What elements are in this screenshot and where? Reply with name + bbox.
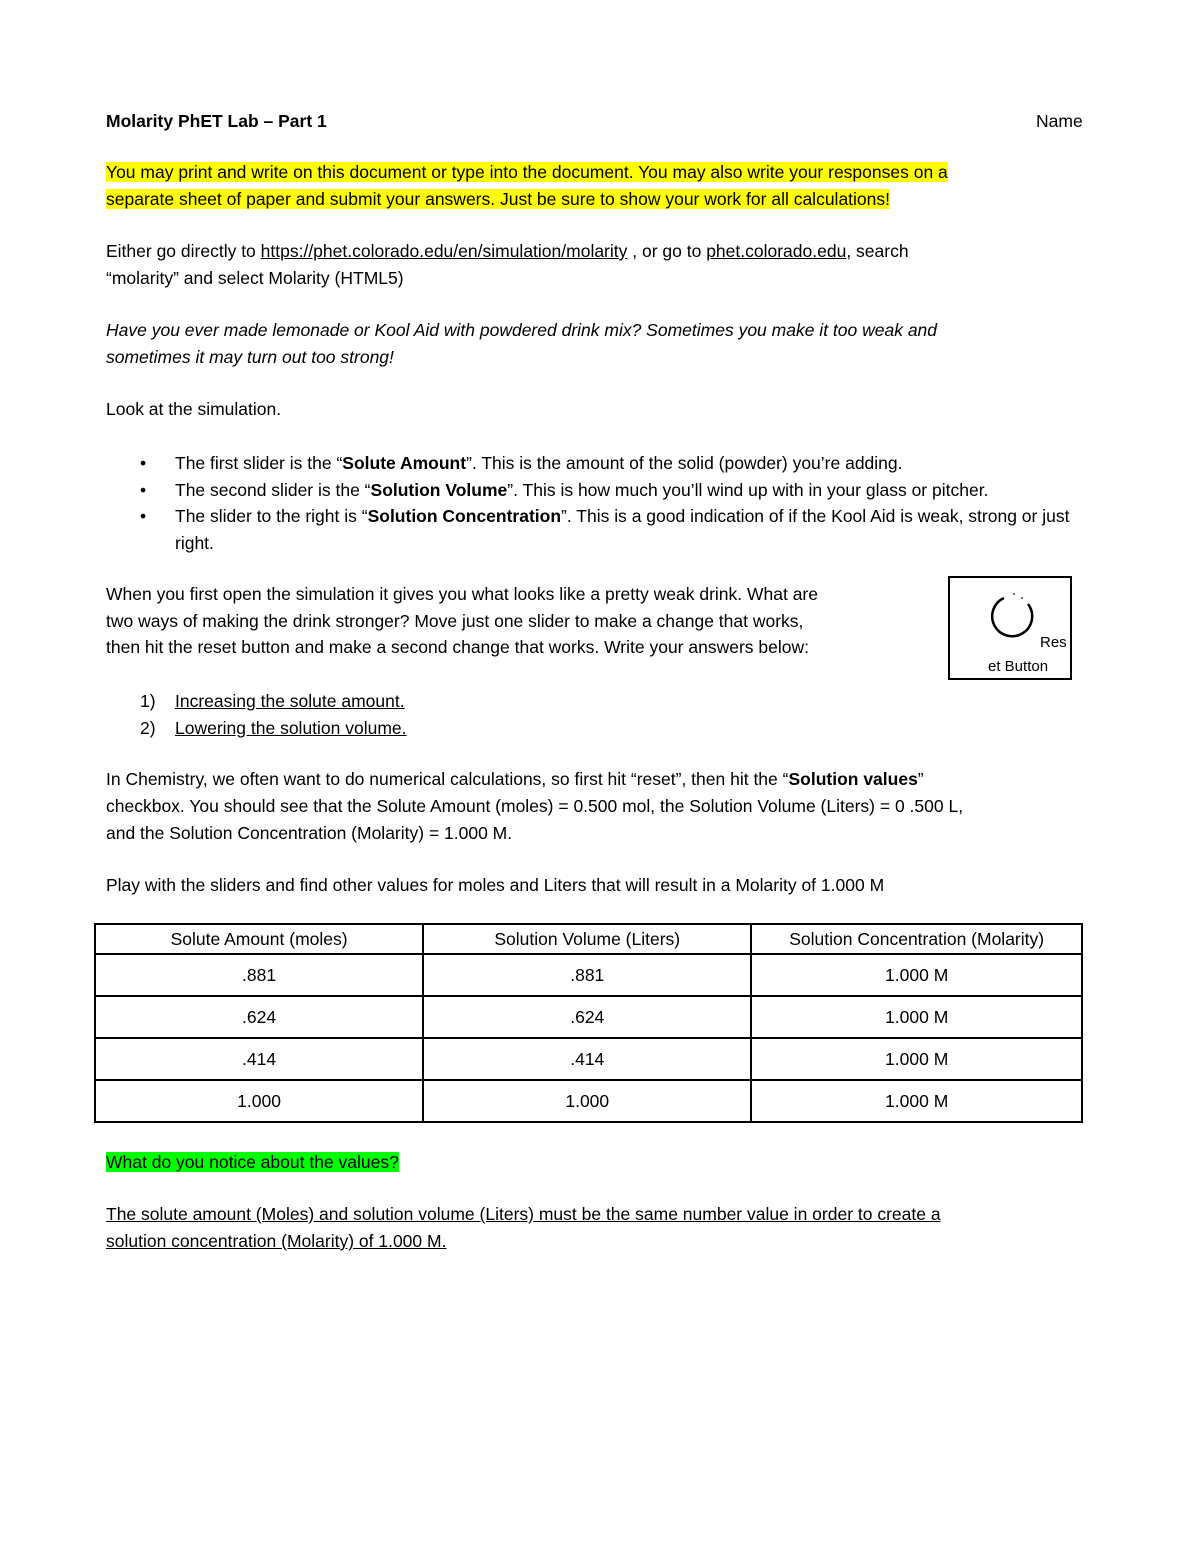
directions-line-1 [106, 238, 909, 265]
chem-line-3: and the Solution Concentration (Molarity) = 1.000 M. [106, 823, 513, 843]
instructions-line-1 [106, 159, 948, 186]
table-header-row [95, 924, 1082, 954]
bullet-bold: Solute Amount [342, 453, 467, 473]
table-cell: 1.000 [423, 1080, 751, 1122]
answer-text: Lowering the solution volume. [175, 718, 407, 738]
notice-answer-line-2: solution concentration (Molarity) of 1.000 M. [106, 1231, 447, 1251]
table-row [95, 954, 1082, 996]
list-item [140, 450, 1105, 477]
directions-line-2: “molarity” and select Molarity (HTML5) [106, 268, 404, 288]
table-cell: .881 [95, 954, 423, 996]
question1-line-3: then hit the reset button and make a second change that works. Write your answers below: [106, 637, 809, 657]
list-item [140, 688, 407, 715]
page-title: Molarity PhET Lab – Part 1 [106, 111, 327, 131]
chem-line-2: checkbox. You should see that the Solute Amount (moles) = 0.500 mol, the Solution Volume (Liters) = 0 .500 L, [106, 796, 964, 816]
table-cell: 1.000 [95, 1080, 423, 1122]
name-label: Name [1036, 111, 1083, 131]
bullet-bold: Solution Concentration [367, 506, 562, 526]
reset-icon [984, 590, 1036, 642]
instructions-text-2: separate sheet of paper and submit your answers. Just be sure to show your work for all calculations! [106, 189, 891, 209]
notice-answer-line-1: The solute amount (Moles) and solution volume (Liters) must be the same number value in order to create a [106, 1204, 941, 1224]
list-item [140, 715, 407, 742]
table-header-cell: Solution Volume (Liters) [423, 924, 751, 954]
question1-line-2: two ways of making the drink stronger? Move just one slider to make a change that works, [106, 611, 804, 631]
reset-label-part-1: Res [1040, 634, 1067, 651]
table-cell: .624 [95, 996, 423, 1038]
instructions-text-1: You may print and write on this document or type into the document. You may also write your responses on a [106, 162, 948, 182]
table-cell: 1.000 M [751, 1038, 1082, 1080]
bullet-icon: • [140, 479, 147, 500]
directions-suffix: , search [846, 241, 909, 261]
bullet-text: ”. This is the amount of the solid (powder) you’re adding. [466, 453, 903, 473]
directions-middle: , or go to [627, 241, 707, 261]
bullet-bold: Solution Volume [370, 479, 508, 500]
table-header-cell: Solution Concentration (Molarity) [751, 924, 1082, 954]
table-row [95, 1038, 1082, 1080]
table-cell: .414 [95, 1038, 423, 1080]
table-row [95, 1080, 1082, 1122]
values-table [94, 923, 1083, 1123]
notice-question: What do you notice about the values? [106, 1152, 399, 1172]
bullet-icon: • [140, 506, 147, 526]
table-cell: 1.000 M [751, 1080, 1082, 1122]
question1-line-1: When you first open the simulation it gives you what looks like a pretty weak drink. What are [106, 584, 818, 604]
list-item [140, 477, 1105, 504]
intro-line-2: sometimes it may turn out too strong! [106, 347, 394, 367]
bullet-icon: • [140, 453, 147, 473]
look-instruction: Look at the simulation. [106, 399, 282, 419]
answer-list [140, 688, 407, 742]
play-instruction: Play with the sliders and find other values for moles and Liters that will result in a Molarity of 1.000 M [106, 875, 885, 895]
list-item [140, 503, 1075, 556]
instructions-line-2 [106, 186, 890, 213]
directions-prefix: Either go directly to [106, 241, 261, 261]
answer-number: 2) [140, 718, 156, 738]
chem-text: In Chemistry, we often want to do numerical calculations, so first hit “reset”, then hit the “ [106, 769, 789, 789]
bullet-text: The second slider is the “ [175, 479, 371, 500]
chem-bold: Solution values [788, 769, 918, 789]
phet-home-link[interactable]: phet.colorado.edu [706, 241, 847, 261]
answer-number: 1) [140, 691, 156, 711]
table-cell: .881 [423, 954, 751, 996]
table-cell: .624 [423, 996, 751, 1038]
bullet-text: ”. This is how much you’ll wind up with in your glass or pitcher. [507, 479, 989, 500]
chem-text: ” [917, 769, 924, 789]
bullet-text: The slider to the right is “ [175, 506, 368, 526]
slider-bullet-list [140, 450, 1105, 556]
bullet-text: ”. This is a good indication of if the Kool Aid is weak, strong or just right. [175, 506, 1070, 553]
phet-molarity-link[interactable]: https://phet.colorado.edu/en/simulation/molarity [260, 241, 628, 261]
reset-button-figure [948, 576, 1072, 680]
table-cell: 1.000 M [751, 954, 1082, 996]
intro-line-1: Have you ever made lemonade or Kool Aid with powdered drink mix? Sometimes you make it too weak and [106, 320, 938, 340]
answer-text: Increasing the solute amount. [175, 691, 405, 711]
table-row [95, 996, 1082, 1038]
bullet-text: The first slider is the “ [175, 453, 343, 473]
table-cell: 1.000 M [751, 996, 1082, 1038]
chem-line-1 [106, 766, 924, 793]
table-cell: .414 [423, 1038, 751, 1080]
notice-question-line [106, 1149, 399, 1176]
table-header-cell: Solute Amount (moles) [95, 924, 423, 954]
reset-label-part-2: et Button [988, 658, 1049, 675]
